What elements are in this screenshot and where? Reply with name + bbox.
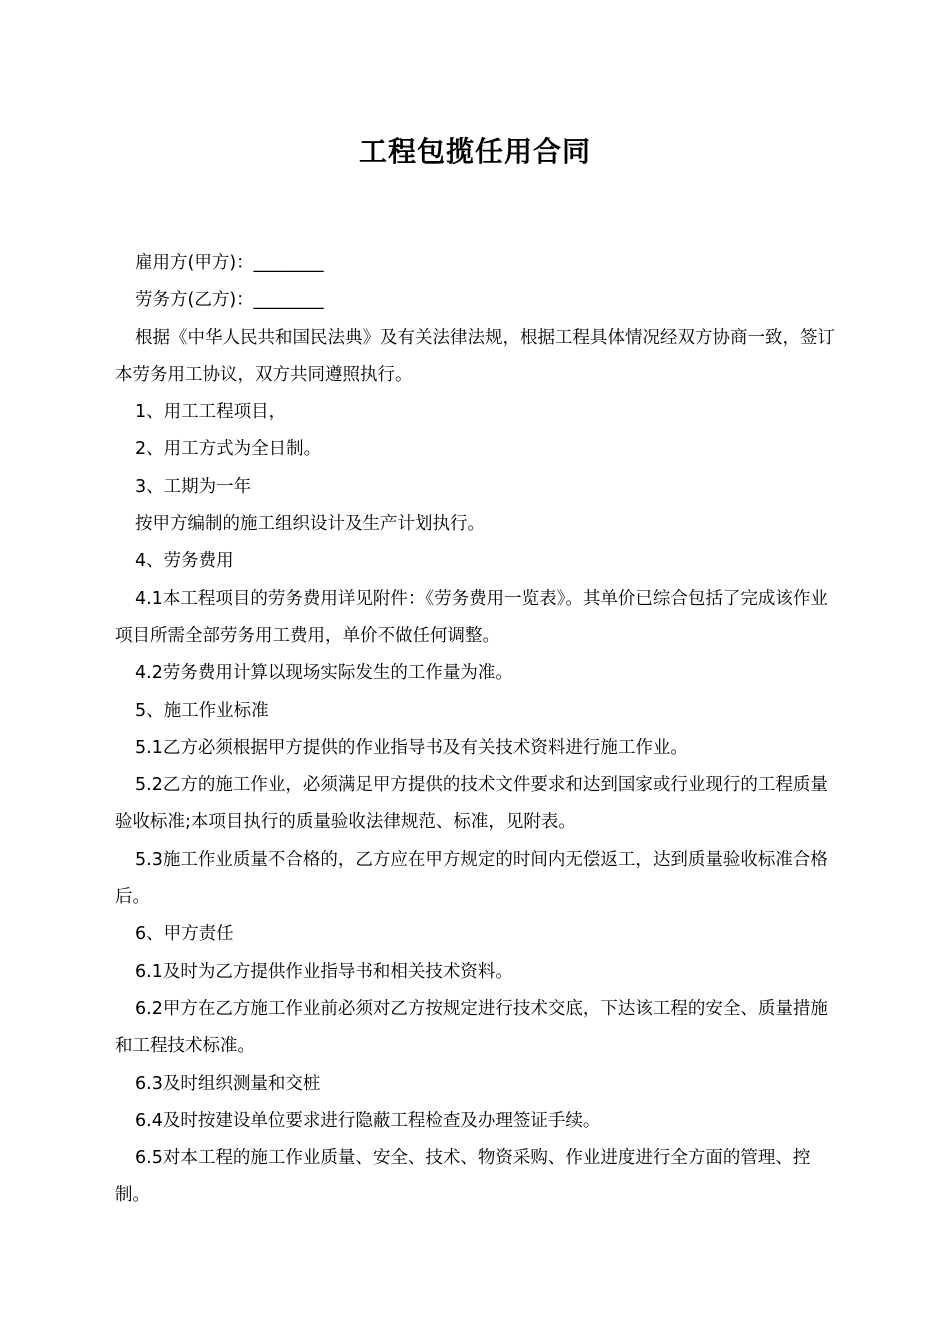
clause-6-5: 6.5对本工程的施工作业质量、安全、技术、物资采购、作业进度进行全方面的管理、控制。 [115, 1148, 811, 1206]
clause-2: 2、用工方式为全日制。 [135, 439, 322, 460]
clause-5-3: 5.3施工作业质量不合格的，乙方应在甲方规定的时间内无偿返工，达到质量验收标准合格后。 [115, 849, 828, 908]
clause-6-2: 6.2甲方在乙方施工作业前必须对乙方按规定进行技术交底，下达该工程的安全、质量措施和工程技术标准。 [115, 998, 828, 1057]
clause-6-3: 6.3及时组织测量和交桩 [135, 1073, 321, 1094]
clause-3: 3、工期为一年 [135, 476, 252, 497]
clause-5-heading: 5、施工作业标准 [135, 700, 269, 721]
clause-4-1: 4.1本工程项目的劳务费用详见附件：《劳务费用一览表》。其单价已综合包括了完成该作业项目所需全部劳务用工费用，单价不做任何调整。 [115, 588, 828, 646]
clause-1: 1、用工工程项目， [135, 402, 287, 423]
document-title: 工程包揽任用合同 [358, 135, 591, 168]
clause-4-2: 4.2劳务费用计算以现场实际发生的工作量为准。 [135, 663, 513, 684]
clause-6-heading: 6、甲方责任 [135, 924, 234, 945]
preamble-paragraph: 根据《中华人民共和国民法典》及有关法律法规，根据工程具体情况经双方协商一致，签订本劳务用工协议，双方共同遵照执行。 [115, 327, 835, 385]
document-body [115, 245, 837, 1215]
clause-6-4: 6.4及时按建设单位要求进行隐蔽工程检查及办理签证手续。 [135, 1110, 601, 1131]
employer-party-line: 雇用方(甲方)：________ [135, 253, 324, 273]
clause-4-heading: 4、劳务费用 [135, 551, 234, 572]
clause-5-1: 5.1乙方必须根据甲方提供的作业指导书及有关技术资料进行施工作业。 [135, 737, 688, 758]
clause-3-detail: 按甲方编制的施工组织设计及生产计划执行。 [135, 514, 485, 535]
clause-6-1: 6.1及时为乙方提供作业指导书和相关技术资料。 [135, 961, 513, 982]
clause-5-2: 5.2乙方的施工作业，必须满足甲方提供的技术文件要求和达到国家或行业现行的工程质量验收标准;本项目执行的质量验收法律规范、标准，见附表。 [115, 775, 828, 833]
laborer-party-line: 劳务方(乙方)：________ [135, 290, 324, 311]
